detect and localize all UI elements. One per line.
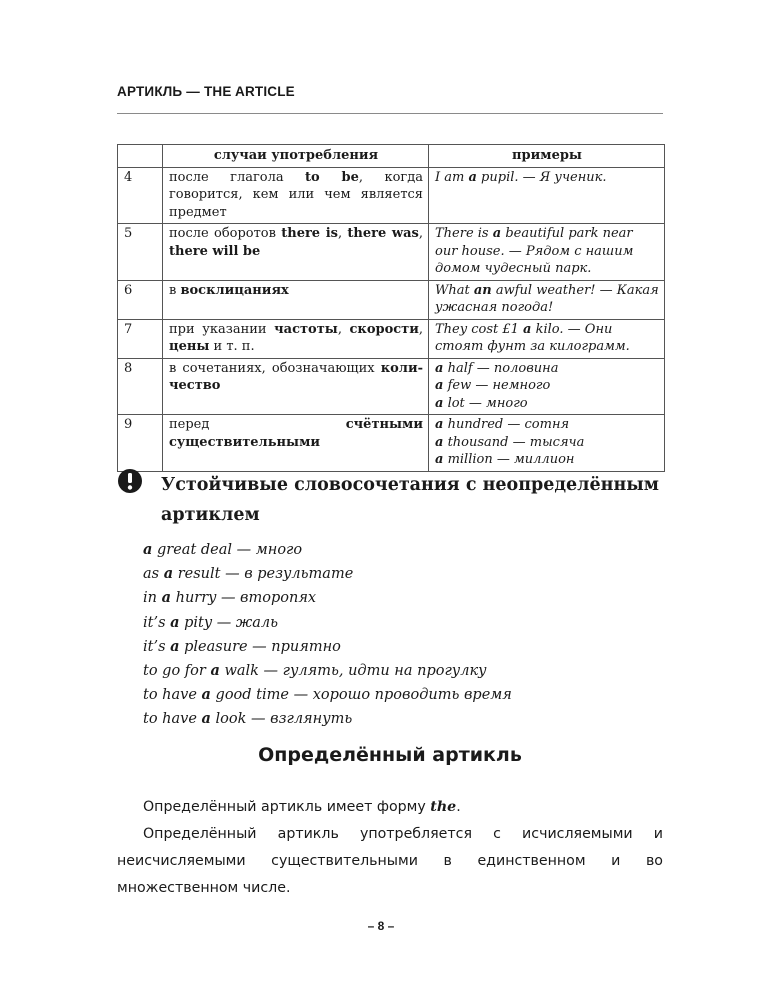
bold-term: цены — [169, 339, 210, 354]
article-word: a — [201, 686, 211, 704]
text-fragment: beautiful park near our house. — Рядом с нашим домом чудесный парк. — [435, 226, 634, 276]
header-cell-examples: примеры — [429, 145, 665, 168]
example-line — [435, 282, 659, 317]
header-rule — [117, 113, 663, 114]
phrase-text: it’s — [143, 638, 171, 655]
text-fragment: few — немного — [443, 378, 551, 393]
text-fragment: , — [338, 226, 348, 241]
article-word: a — [170, 637, 180, 655]
bold-term: an — [473, 282, 492, 298]
phrase-text: walk — гулять, идти на прогулку — [219, 663, 487, 680]
bold-term: a — [435, 360, 444, 376]
phrase-text: to have — [143, 687, 202, 704]
phrase-list — [143, 538, 512, 732]
notice-title: Устойчивые словосочетания с неопределённым артиклем — [161, 475, 660, 525]
article-word: a — [201, 710, 211, 728]
table-header-row — [118, 145, 665, 168]
phrase-item — [143, 586, 512, 610]
page-number: – 8 – — [367, 919, 395, 933]
row-number: 7 — [118, 319, 163, 358]
phrase-text: pity — жаль — [179, 614, 279, 631]
text-fragment: hundred — сотня — [443, 417, 570, 432]
example-line — [435, 434, 659, 452]
phrase-text: in — [143, 590, 162, 607]
text-fragment: kilo. — Они стоят фунт за килограмм. — [435, 321, 630, 354]
example-line — [435, 169, 659, 187]
row-number: 9 — [118, 415, 163, 472]
table-row — [118, 319, 665, 358]
usage-cell — [163, 224, 429, 281]
table-row — [118, 415, 665, 472]
phrase-text: as — [143, 566, 164, 583]
exclamation-circle-icon — [117, 468, 143, 494]
bold-term: there was — [347, 226, 419, 241]
bold-term: частоты — [274, 321, 338, 337]
text-fragment: thousand — тысяча — [443, 434, 585, 450]
bold-term: a — [492, 226, 502, 241]
phrase-item — [143, 611, 512, 635]
text-fragment: после глагола — [169, 169, 306, 185]
text-fragment: после оборотов — [169, 226, 282, 241]
paragraph-1-text: Определённый артикль имеет форму — [143, 799, 431, 815]
bold-term: a — [435, 452, 444, 467]
text-fragment: , — [418, 226, 423, 241]
example-cell — [429, 224, 665, 281]
usage-cell — [163, 415, 429, 472]
row-number: 5 — [118, 224, 163, 281]
example-line — [435, 377, 659, 395]
phrase-text: pleasure — приятно — [179, 638, 341, 655]
phrase-text: to have — [143, 711, 202, 728]
paragraph-1 — [117, 794, 663, 821]
bold-term: there is — [281, 226, 338, 241]
example-line — [435, 360, 659, 378]
text-fragment: pupil. — Я ученик. — [476, 169, 607, 185]
table-row — [118, 224, 665, 281]
bold-term: восклицаниях — [180, 282, 289, 298]
row-number: 8 — [118, 358, 163, 415]
text-fragment: There is — [435, 226, 493, 241]
text-fragment: They cost £1 — [435, 321, 524, 337]
usage-cell — [163, 319, 429, 358]
phrase-text: to go for — [143, 663, 211, 680]
bold-term: a — [523, 321, 532, 337]
phrase-text: hurry — второпях — [171, 590, 317, 607]
example-cell — [429, 358, 665, 415]
text-fragment: What — [435, 282, 474, 298]
text-fragment: в — [169, 282, 181, 298]
text-fragment: lot — много — [443, 395, 528, 411]
example-cell — [429, 415, 665, 472]
example-line — [435, 451, 659, 469]
example-cell — [429, 167, 665, 224]
bold-term: a — [435, 434, 444, 450]
text-fragment: в сочетаниях, обозначающих — [169, 360, 381, 376]
example-line — [435, 321, 659, 356]
article-word: a — [210, 662, 220, 680]
usage-cell — [163, 358, 429, 415]
example-cell — [429, 319, 665, 358]
bold-term: there will be — [169, 243, 261, 259]
article-word: a — [163, 565, 174, 583]
example-cell — [429, 280, 665, 319]
table-row — [118, 280, 665, 319]
bold-term: скорости — [349, 321, 419, 337]
section-body — [117, 794, 663, 902]
bold-term: a — [435, 417, 444, 432]
phrase-item — [143, 683, 512, 707]
paragraph-1-end: . — [456, 799, 461, 815]
bold-term: to be — [305, 169, 359, 185]
phrase-item — [143, 538, 512, 562]
text-fragment: I am — [435, 169, 469, 185]
text-fragment: million — миллион — [443, 452, 575, 467]
row-number: 6 — [118, 280, 163, 319]
phrase-text: great deal — много — [152, 542, 303, 558]
example-line — [435, 395, 659, 413]
text-fragment: при указании — [169, 321, 275, 337]
header-cell-use: случаи употребления — [163, 145, 429, 168]
usage-cell — [163, 167, 429, 224]
text-fragment: и т. п. — [209, 339, 255, 354]
phrase-text: good time — хорошо проводить время — [210, 687, 512, 704]
table-row — [118, 167, 665, 224]
bold-term: a — [435, 395, 444, 411]
text-fragment: , — [418, 321, 424, 337]
usage-cell — [163, 280, 429, 319]
example-line — [435, 416, 659, 434]
article-form: the — [430, 799, 457, 815]
row-number: 4 — [118, 167, 163, 224]
bold-term: счётными существительными — [169, 417, 423, 450]
text-fragment: , когда говорится, кем или чем является предмет — [169, 169, 423, 220]
usage-table — [117, 144, 665, 472]
running-title: АРТИКЛЬ — THE ARTICLE — [117, 84, 295, 99]
phrase-text: it’s — [143, 614, 171, 631]
table-row — [118, 358, 665, 415]
text-fragment: half — половина — [443, 360, 559, 376]
text-fragment: перед — [169, 417, 346, 432]
phrase-item — [143, 635, 512, 659]
article-word: a — [170, 613, 180, 631]
bold-term: a — [468, 169, 477, 185]
phrase-item — [143, 707, 512, 731]
text-fragment: awful weather! — Какая ужасная погода! — [435, 282, 659, 315]
bold-term: a — [435, 378, 444, 393]
bold-term: количество — [169, 360, 423, 393]
phrase-item — [143, 562, 512, 586]
article-word: a — [143, 541, 153, 558]
example-line — [435, 225, 659, 278]
article-word: a — [161, 589, 171, 607]
paragraph-2: Определённый артикль употребляется с исчисляемыми и неисчисляемыми существительными в единственном и во множественном числе. — [117, 826, 663, 896]
phrase-text: look — взглянуть — [210, 711, 353, 728]
section-title: Определённый артикль — [258, 744, 522, 766]
phrase-item — [143, 659, 512, 683]
text-fragment: , — [337, 321, 350, 337]
phrase-text: result — в результате — [173, 566, 354, 583]
header-cell-num — [118, 145, 163, 168]
